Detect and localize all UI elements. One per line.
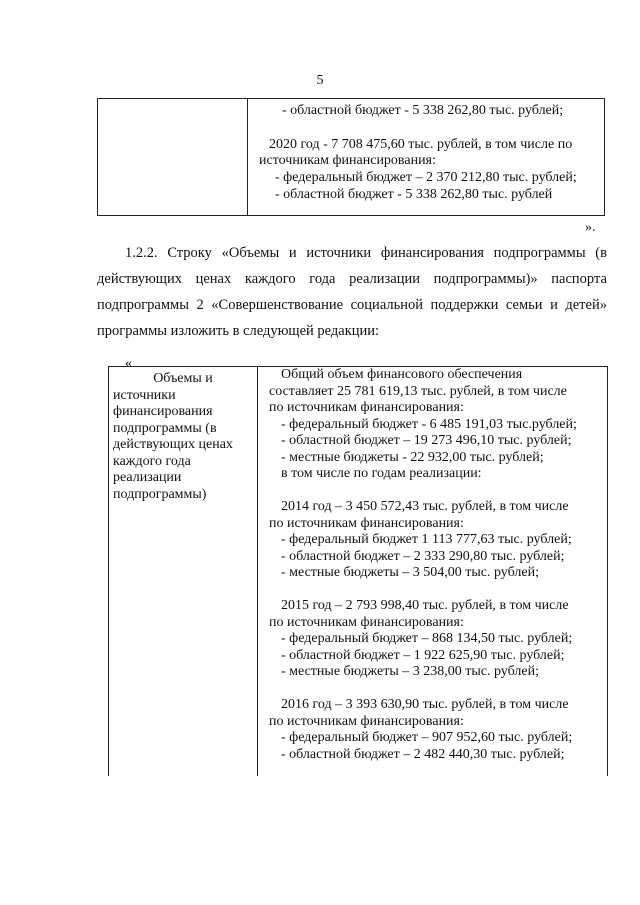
right-cell-line: - областной бюджет – 19 273 496,10 тыс. рублей; — [281, 433, 572, 448]
table-line: - областной бюджет - 5 338 262,80 тыс. рублей — [275, 187, 553, 202]
page-number: 5 — [316, 73, 324, 88]
table-line: источникам финансирования: — [259, 153, 436, 168]
left-cell-line: подпрограммы) — [113, 486, 207, 502]
continued-table — [97, 98, 605, 216]
right-cell-line: по источникам финансирования: — [269, 400, 464, 415]
left-cell-line: подпрограммы (в — [113, 420, 217, 436]
paragraph-line: 1.2.2. Строку «Объемы и источники финансирования подпрограммы (в — [125, 245, 607, 261]
left-cell-line: действующих ценах — [113, 437, 233, 452]
closing-quote: ». — [585, 220, 596, 235]
opening-quote: « — [125, 356, 132, 371]
left-cell-line: реализации — [113, 470, 182, 485]
paragraph-line: подпрограммы 2 «Совершенствование социальной поддержки семьи и детей» — [97, 297, 607, 313]
left-cell-line: каждого года — [113, 453, 191, 469]
right-cell-line: Общий объем финансового обеспечения — [281, 367, 523, 382]
table-line: - областной бюджет - 5 338 262,80 тыс. рублей; — [282, 103, 564, 118]
right-cell-line: - областной бюджет – 2 333 290,80 тыс. рублей; — [281, 548, 565, 564]
left-cell-line: источники — [113, 387, 176, 403]
table-column-divider — [247, 99, 248, 215]
right-cell-line: - местные бюджеты – 3 238,00 тыс. рублей; — [281, 664, 539, 679]
table-line: 2020 год - 7 708 475,60 тыс. рублей, в том числе по — [269, 137, 573, 152]
table-column-divider — [257, 367, 258, 776]
instruction-paragraph — [97, 240, 607, 344]
spacer — [269, 681, 609, 698]
right-cell-line: - областной бюджет – 2 482 440,30 тыс. рублей; — [281, 746, 565, 762]
funding-table — [108, 366, 608, 776]
spacer — [269, 582, 609, 599]
right-cell-line: составляет 25 781 619,13 тыс. рублей, в том числе — [269, 383, 567, 399]
right-cell-line: в том числе по годам реализации: — [281, 466, 482, 481]
right-cell-line: 2015 год – 2 793 998,40 тыс. рублей, в том числе — [281, 598, 569, 613]
right-cell-line: - местные бюджеты - 22 932,00 тыс. рублей; — [281, 449, 544, 465]
right-cell-line: 2016 год – 3 393 630,90 тыс. рублей, в том числе — [281, 697, 569, 712]
left-cell-line: Объемы и — [153, 371, 213, 386]
right-cell-line: - федеральный бюджет - 6 485 191,03 тыс.рублей; — [281, 416, 577, 432]
paragraph-line: программы изложить в следующей редакции: — [97, 323, 380, 339]
table-right-column — [269, 367, 609, 763]
paragraph-line: действующих ценах каждого года реализации подпрограммы)» паспорта — [97, 271, 607, 287]
right-cell-line: - областной бюджет – 1 922 625,90 тыс. рублей; — [281, 647, 565, 663]
right-cell-line: - местные бюджеты – 3 504,00 тыс. рублей; — [281, 565, 539, 580]
left-cell-line: финансирования — [113, 404, 213, 419]
spacer — [269, 483, 609, 500]
right-cell-line: по источникам финансирования: — [269, 713, 464, 729]
table-left-column — [113, 371, 253, 503]
right-cell-line: по источникам финансирования: — [269, 614, 464, 630]
right-cell-line: - федеральный бюджет – 907 952,60 тыс. рублей; — [281, 730, 573, 745]
right-cell-line: - федеральный бюджет 1 113 777,63 тыс. рублей; — [281, 532, 572, 547]
right-cell-line: по источникам финансирования: — [269, 515, 464, 531]
table-line: - федеральный бюджет – 2 370 212,80 тыс. рублей; — [275, 170, 577, 185]
right-cell-line: - федеральный бюджет – 868 134,50 тыс. рублей; — [281, 631, 573, 646]
right-cell-line: 2014 год – 3 450 572,43 тыс. рублей, в том числе — [281, 499, 569, 514]
